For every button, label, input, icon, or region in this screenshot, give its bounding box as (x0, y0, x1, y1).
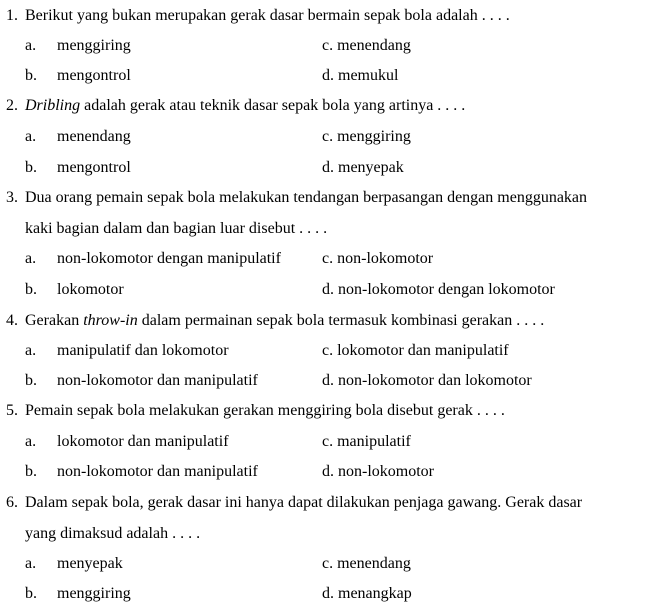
stem-text: dalam permainan sepak bola termasuk kombinasi gerakan . . . . (137, 312, 545, 329)
question-4-option-c (322, 341, 509, 361)
option-text: non-lokomotor (337, 250, 434, 267)
option-label: d. (322, 67, 334, 84)
question-3-option-b (25, 280, 124, 300)
question-4-number: 4. (6, 312, 18, 329)
option-text: manipulatif dan lokomotor (57, 342, 229, 359)
question-5-option-a (25, 432, 229, 452)
question-6-option-b (25, 584, 131, 604)
question-6-stem: Dalam sepak bola, gerak dasar ini hanya dapat dilakukan penjaga gawang. Gerak dasar (25, 494, 583, 511)
question-2-option-c (322, 127, 411, 147)
option-label: c. (322, 250, 334, 267)
question-2-stem (25, 96, 465, 116)
question-1-option-d (322, 66, 398, 86)
option-label: b. (25, 372, 37, 389)
question-6-stem-continued: yang dimaksud adalah . . . . (25, 525, 201, 542)
question-3-stem-continued: kaki bagian dalam dan bagian luar disebut . . . . (25, 220, 328, 237)
question-4-option-a (25, 341, 229, 361)
option-label: a. (25, 250, 37, 267)
option-label: a. (25, 342, 37, 359)
question-5-option-b (25, 462, 258, 482)
option-text: menggiring (337, 128, 411, 145)
question-5-option-d (322, 462, 434, 482)
question-2-option-d (322, 158, 404, 178)
option-label: a. (25, 128, 37, 145)
question-4-stem (25, 311, 544, 331)
option-text: non-lokomotor dengan lokomotor (338, 281, 555, 298)
option-text: menendang (337, 37, 411, 54)
option-text: menyepak (57, 555, 123, 572)
option-text: menggiring (57, 37, 131, 54)
option-text: lokomotor dan manipulatif (337, 342, 509, 359)
stem-italic-term: Dribling (25, 97, 81, 114)
question-6-option-a (25, 554, 123, 574)
option-text: menangkap (338, 585, 412, 602)
option-label: c. (322, 342, 334, 359)
option-label: b. (25, 159, 37, 176)
stem-text-pre: Gerakan (25, 312, 84, 329)
option-label: d. (322, 281, 334, 298)
option-label: d. (322, 372, 334, 389)
option-text: mengontrol (57, 159, 131, 176)
option-label: c. (322, 433, 334, 450)
question-1-number: 1. (6, 7, 18, 24)
question-3-stem: Dua orang pemain sepak bola melakukan tendangan berpasangan dengan menggunakan (25, 189, 588, 206)
option-text: menyepak (338, 159, 404, 176)
option-text: manipulatif (337, 433, 411, 450)
question-1-option-c (322, 36, 411, 56)
question-1-option-a (25, 36, 131, 56)
option-label: b. (25, 463, 37, 480)
stem-text: adalah gerak atau teknik dasar sepak bola yang artinya . . . . (80, 97, 466, 114)
option-label: a. (25, 433, 37, 450)
question-5-option-c (322, 432, 411, 452)
option-text: lokomotor dan manipulatif (57, 433, 229, 450)
option-text: mengontrol (57, 67, 131, 84)
question-1-option-b (25, 66, 131, 86)
option-label: b. (25, 281, 37, 298)
question-6-option-c (322, 554, 411, 574)
question-5-stem: Pemain sepak bola melakukan gerakan menggiring bola disebut gerak . . . . (25, 402, 505, 419)
question-4-option-d (322, 371, 532, 391)
question-5-number: 5. (6, 402, 18, 419)
option-label: c. (322, 128, 334, 145)
option-text: non-lokomotor dengan manipulatif (57, 250, 281, 267)
question-6-number: 6. (6, 494, 18, 511)
question-3-option-c (322, 249, 433, 269)
option-text: non-lokomotor dan manipulatif (57, 463, 258, 480)
option-label: d. (322, 159, 334, 176)
option-label: c. (322, 555, 334, 572)
option-text: non-lokomotor dan lokomotor (338, 372, 532, 389)
question-3-option-d (322, 280, 555, 300)
option-text: menggiring (57, 585, 131, 602)
option-text: memukul (338, 67, 399, 84)
question-6-option-d (322, 584, 412, 604)
option-label: a. (25, 37, 37, 54)
question-3-number: 3. (6, 189, 18, 206)
option-text: non-lokomotor dan manipulatif (57, 372, 258, 389)
question-1-stem: Berikut yang bukan merupakan gerak dasar bermain sepak bola adalah . . . . (25, 7, 510, 24)
question-4-option-b (25, 371, 258, 391)
option-label: d. (322, 463, 334, 480)
question-3-option-a (25, 249, 281, 269)
question-2-number: 2. (6, 97, 18, 114)
option-label: a. (25, 555, 37, 572)
option-text: lokomotor (57, 281, 124, 298)
option-label: b. (25, 67, 37, 84)
stem-italic-term: throw-in (83, 312, 138, 329)
option-label: d. (322, 585, 334, 602)
option-text: menendang (57, 128, 131, 145)
question-2-option-b (25, 158, 131, 178)
option-text: non-lokomotor (338, 463, 434, 480)
question-2-option-a (25, 127, 131, 147)
option-label: b. (25, 585, 37, 602)
option-text: menendang (337, 555, 411, 572)
option-label: c. (322, 37, 334, 54)
